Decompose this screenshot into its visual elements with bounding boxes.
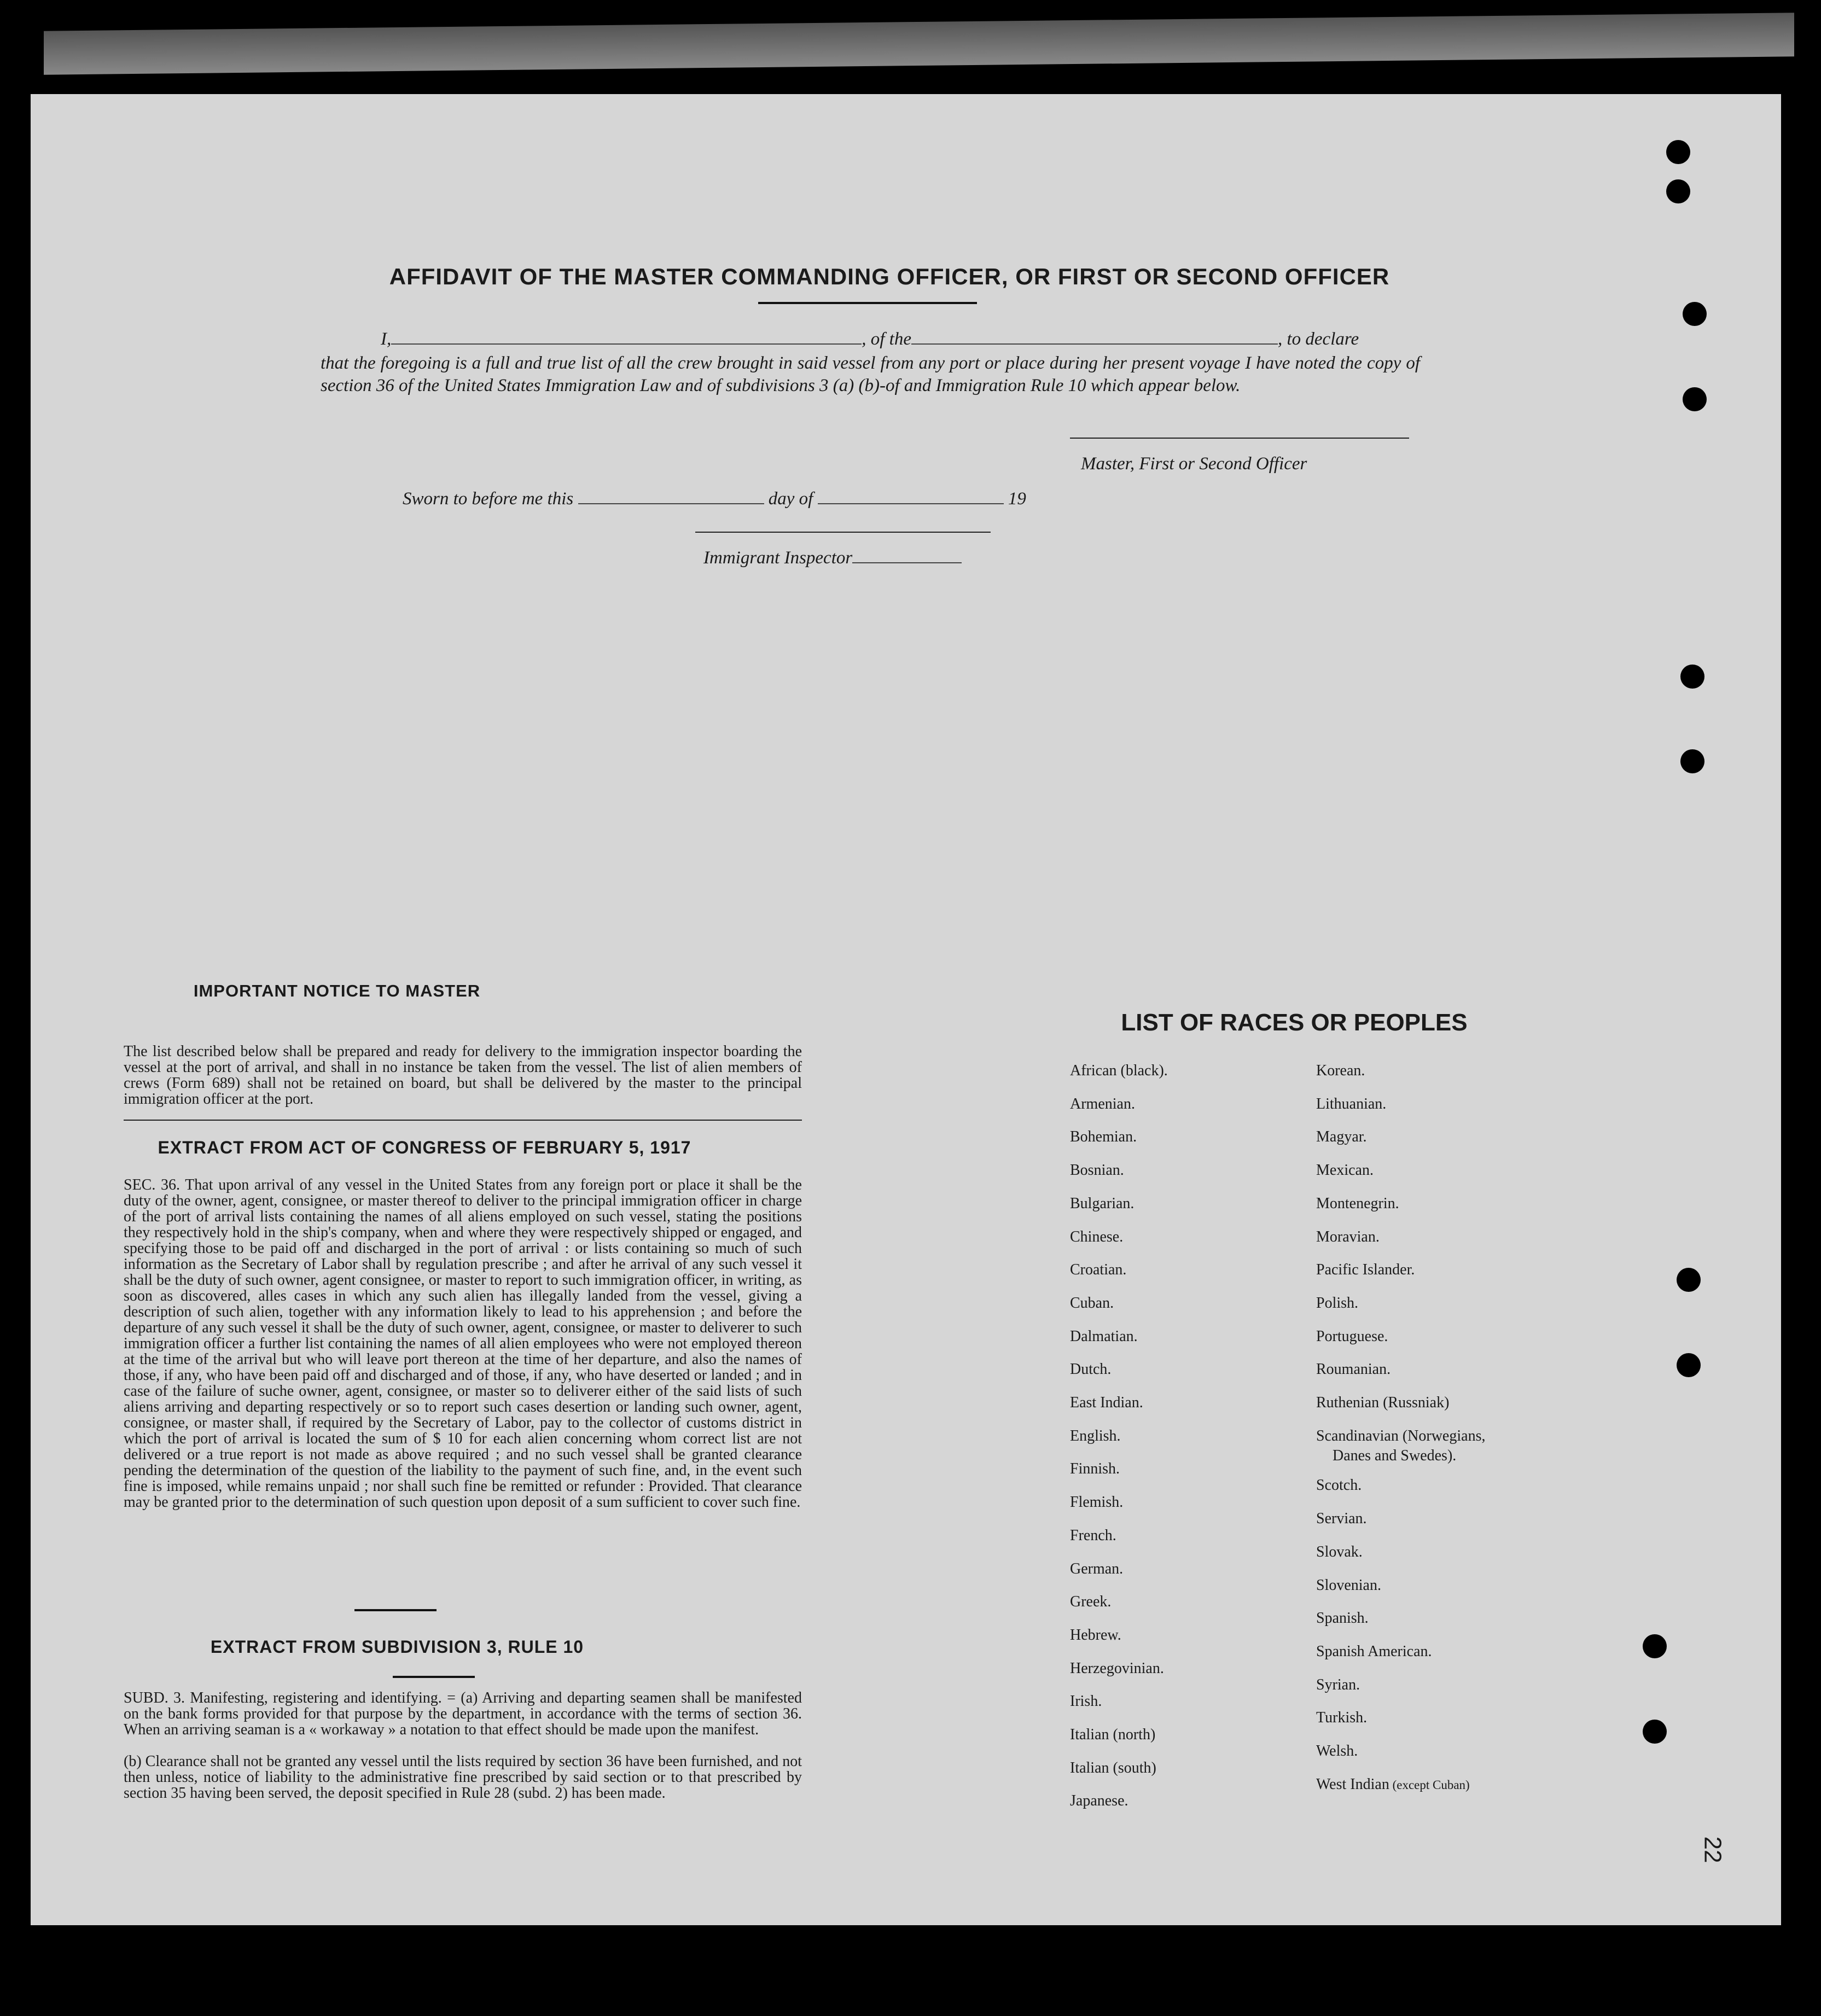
race-item: Hebrew. — [1070, 1626, 1121, 1644]
month-blank[interactable] — [818, 503, 1004, 504]
race-item: Welsh. — [1316, 1743, 1358, 1759]
race-item: African (black). — [1070, 1062, 1168, 1079]
race-item: Irish. — [1070, 1693, 1102, 1710]
binder-hole — [1680, 665, 1704, 689]
inspector-signature-line[interactable] — [695, 532, 991, 533]
rule-extract-title: EXTRACT FROM SUBDIVISION 3, RULE 10 — [210, 1637, 584, 1657]
races-title: LIST OF RACES OR PEOPLES — [1121, 1009, 1468, 1036]
inspector-row — [703, 548, 962, 568]
i-label: I, — [381, 329, 392, 349]
race-item: Dutch. — [1070, 1361, 1112, 1378]
race-item: Korean. — [1316, 1062, 1365, 1079]
race-item: Magyar. — [1316, 1128, 1367, 1146]
race-item: Roumanian. — [1316, 1361, 1391, 1378]
race-item: Dalmatian. — [1070, 1327, 1138, 1345]
year-label: 19 — [1008, 489, 1026, 509]
binder-hole — [1680, 749, 1704, 773]
vessel-blank[interactable] — [911, 343, 1278, 345]
race-item: Armenian. — [1070, 1095, 1135, 1112]
binder-hole — [1643, 1634, 1667, 1658]
race-item: Bosnian. — [1070, 1162, 1124, 1179]
race-item: Herzegovinian. — [1070, 1659, 1164, 1677]
sworn-label: Sworn to before me this — [403, 489, 574, 509]
race-item: Slovak. — [1316, 1543, 1363, 1560]
race-item: English. — [1070, 1427, 1121, 1444]
race-item: Portuguese. — [1316, 1327, 1388, 1345]
race-item: Montenegrin. — [1316, 1195, 1399, 1212]
section-divider — [124, 1120, 802, 1121]
race-item: Moravian. — [1316, 1228, 1380, 1245]
race-item: East Indian. — [1070, 1394, 1143, 1411]
race-item-continuation: Danes and Swedes). — [1333, 1447, 1457, 1464]
race-item: Finnish. — [1070, 1460, 1120, 1478]
binder-hole — [1677, 1268, 1701, 1292]
binder-hole — [1683, 387, 1707, 411]
race-item: German. — [1070, 1560, 1124, 1577]
race-item: Lithuanian. — [1316, 1095, 1387, 1112]
film-edge — [44, 13, 1794, 75]
affidavit-title: AFFIDAVIT OF THE MASTER COMMANDING OFFICER, OR FIRST OR SECOND OFFICER — [389, 264, 1390, 289]
race-item: Flemish. — [1070, 1494, 1124, 1511]
affidavit-body: that the foregoing is a full and true list of all the crew brought in said vessel from any port or place during her present voyage I have noted the copy of section 36 of the United States Immigration Law and of subdivisions 3 (a) (b)-of and Immigration Rule 10 which appear below. — [321, 353, 1420, 395]
race-item: Italian (north) — [1070, 1726, 1156, 1743]
binder-hole — [1666, 140, 1690, 164]
name-blank[interactable] — [391, 343, 862, 345]
section-divider — [393, 1676, 475, 1678]
section-divider — [354, 1609, 437, 1611]
sworn-line — [403, 489, 1026, 509]
binder-hole — [1643, 1720, 1667, 1744]
rule-para-b: (b) Clearance shall not be granted any vessel until the lists required by section 36 have been furnished, and not then unless, notice of liability to the administrative fine prescribed by said section or to that prescribed by section 35 having been served, the deposit specified in Rule 28 (subd. 2) has been made. — [124, 1753, 802, 1802]
race-item: French. — [1070, 1526, 1116, 1544]
act-extract-body: SEC. 36. That upon arrival of any vessel in the United States from any foreign port or place it shall be the duty of the owner, agent, consignee, or master thereof to deliver to the principal immigration officer in charge of the port of arrival lists containing the names of all aliens employed on such vessel, stating the positions they respectively hold in the ship's company, when and where they were respectively shipped or engaged, and specifying those to be paid off and discharged in the port of arrival : or lists containing so much of such information as the Secretary of Labor shall by regulation prescribe ; and after he arrival of any such vessel it shall be the duty of such owner, agent consignee, or master to report to such immigration officer, in writing, as soon as discovered, alles cases in which any such alien has illegally landed from the vessel, giving a description of such alien, together with any information likely to lead to his apprehension ; and before the departure of any such vessel it shall be the duty of such owner, agent, consignee, or master to deliverer to such immigration officer a further list containing the names of all alien employees who were not employed thereon at the time of the arrival but who will leave port thereon at the time of her departure, and also the names of those, if any, who have been paid off and discharged and of those, if any, who have deserted or landed ; and in case of the failure of suche owner, agent, consignee, or master so to deliverer either of the said lists of such aliens arriving and departing respectively or so to report such cases desertion or landing such owner, agent, consignee, or master shall, if required by the Secretary of Labor, pay to the collector of customs district in which the port of arrival is located the sum of $ 10 for each alien concerning whom correct list are not delivered or a true report is not made as above required ; and no such vessel shall be granted clearance pending the determination of the question of the liability to the payment of such fine, and, in the event such fine is imposed, while remains unpaid ; nor shall such fine be remitted or refunder : Provided. That clearance may be granted prior to the determination of such question upon deposit of a sum sufficient to cover such fine. — [124, 1176, 802, 1511]
day-blank[interactable] — [578, 503, 764, 504]
race-note: (except Cuban) — [1389, 1778, 1470, 1792]
inspector-blank[interactable] — [852, 562, 962, 563]
race-item: Scotch. — [1316, 1477, 1362, 1494]
race-item: Slovenian. — [1316, 1576, 1381, 1594]
race-item: Ruthenian (Russniak) — [1316, 1394, 1450, 1411]
affidavit-line-1 — [381, 329, 1359, 349]
document-page — [31, 94, 1781, 1925]
day-of-label: day of — [768, 489, 813, 509]
race-item: Spanish. — [1316, 1610, 1369, 1627]
binder-hole — [1683, 302, 1707, 326]
race-item: Chinese. — [1070, 1228, 1124, 1245]
race-item: Pacific Islander. — [1316, 1261, 1415, 1279]
act-extract-title: EXTRACT FROM ACT OF CONGRESS OF FEBRUARY 5, 1917 — [158, 1138, 691, 1157]
notice-body: The list described below shall be prepared and ready for delivery to the immigration inspector boarding the vessel at the port of arrival, and shall in no instance be taken from the vessel. The list of alien members of crews (Form 689) shall not be retained on board, but shall be delivered by the master to the principal immigration officer at the port. — [124, 1043, 802, 1108]
rule-para-a: SUBD. 3. Manifesting, registering and identifying. = (a) Arriving and departing seamen shall be manifested on the bank forms provided for that purpose by the department, in accordance with the terms of section 36. When an arriving seaman is a « workaway » a notation to that effect should be made upon the manifest. — [124, 1689, 802, 1738]
race-item: Bulgarian. — [1070, 1195, 1135, 1212]
race-item: Croatian. — [1070, 1261, 1127, 1279]
race-item: Mexican. — [1316, 1162, 1374, 1179]
signature-line[interactable] — [1070, 438, 1409, 439]
title-underline — [758, 302, 977, 304]
race-item: West Indian (except Cuban) — [1316, 1775, 1470, 1793]
page-number: 22 — [1699, 1836, 1726, 1863]
notice-title: IMPORTANT NOTICE TO MASTER — [193, 981, 481, 1000]
race-item: Servian. — [1316, 1510, 1367, 1528]
inspector-label: Immigrant Inspector — [703, 548, 853, 568]
to-declare-label: , to declare — [1277, 329, 1359, 349]
binder-hole — [1677, 1353, 1701, 1377]
race-item: Cuban. — [1070, 1294, 1114, 1312]
race-item: Japanese. — [1070, 1792, 1128, 1810]
race-item: Syrian. — [1316, 1676, 1360, 1693]
race-item: Scandinavian (Norwegians, — [1316, 1427, 1486, 1444]
race-item: Bohemian. — [1070, 1128, 1137, 1146]
of-the-label: , of the — [862, 329, 911, 349]
signature-label: Master, First or Second Officer — [1081, 454, 1307, 474]
race-item: Greek. — [1070, 1593, 1112, 1611]
binder-hole — [1666, 179, 1690, 203]
race-item: Polish. — [1316, 1294, 1359, 1312]
race-item: Italian (south) — [1070, 1759, 1156, 1776]
race-item: Spanish American. — [1316, 1642, 1432, 1660]
race-item: Turkish. — [1316, 1709, 1368, 1727]
